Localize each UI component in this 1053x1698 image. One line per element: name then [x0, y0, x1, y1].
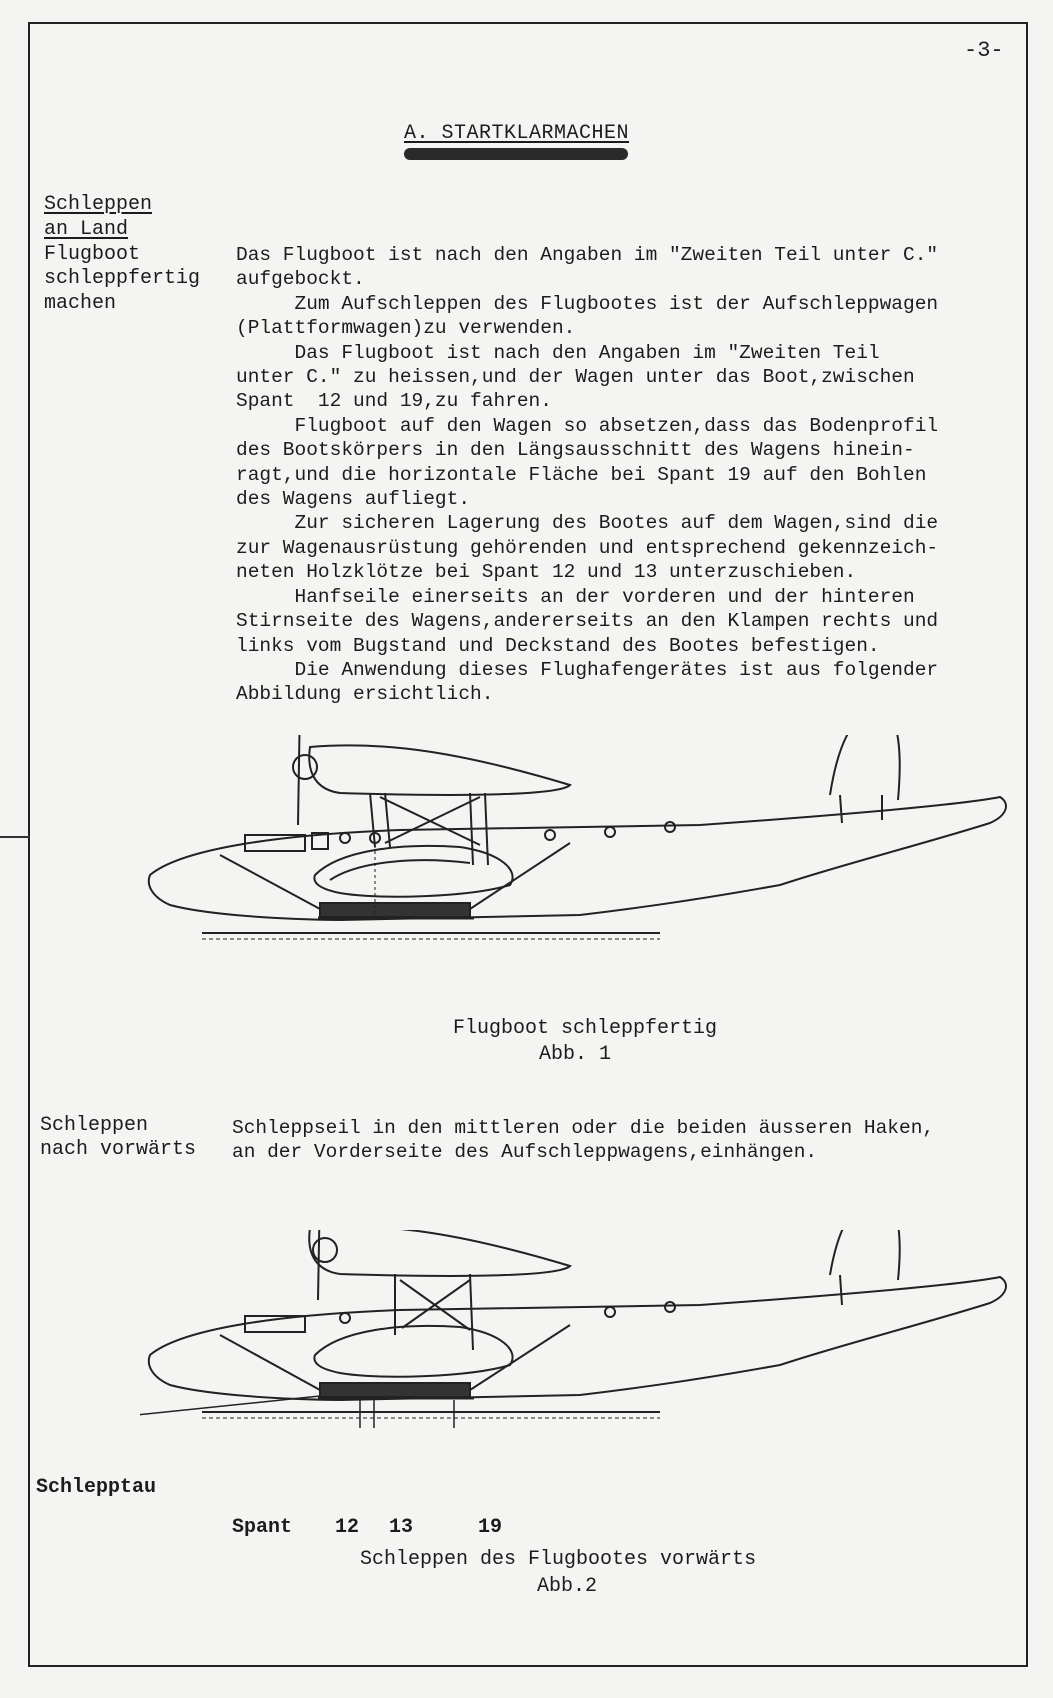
figure1-label: Abb. 1: [539, 1043, 612, 1066]
spant-label: Spant: [232, 1516, 293, 1539]
binding-edge-line: [0, 836, 30, 838]
margin-forward-2: nach vorwärts: [40, 1138, 197, 1161]
body-line: (Plattformwagen)zu verwenden.: [236, 317, 576, 340]
section-heading: A. STARTKLARMACHEN: [404, 122, 630, 145]
body-line: Flugboot auf den Wagen so absetzen,dass das Bodenprofil: [236, 414, 939, 437]
spant-13-label: 13: [389, 1516, 414, 1539]
body-line: links vom Bugstand und Deckstand des Bootes befestigen.: [236, 634, 880, 657]
body-line: Das Flugboot ist nach den Angaben im "Zweiten Teil: [236, 341, 880, 364]
body-line: ragt,und die horizontale Fläche bei Spant 19 auf den Bohlen: [236, 463, 927, 486]
spant-12-label: 12: [335, 1516, 360, 1539]
body-line: aufgebockt.: [236, 268, 365, 291]
page-number: -3-: [964, 38, 1004, 63]
margin-land-title-1: Schleppen: [44, 193, 153, 216]
body-line: neten Holzklötze bei Spant 12 und 13 unterzuschieben.: [236, 561, 857, 584]
spant-19-label: 19: [478, 1516, 503, 1539]
body-line: des Wagens aufliegt.: [236, 488, 471, 511]
flying-boat-drawing-2: [140, 1230, 1020, 1465]
figure2-label: Abb.2: [537, 1575, 598, 1598]
body-line: Die Anwendung dieses Flughafengerätes ist aus folgender: [236, 658, 939, 681]
body-line: Das Flugboot ist nach den Angaben im "Zweiten Teil unter C.": [236, 244, 939, 266]
body-line: unter C." zu heissen,und der Wagen unter das Boot,zwischen: [236, 366, 915, 389]
body-line: Hanfseile einerseits an der vorderen und der hinteren: [236, 585, 915, 608]
body-line: Stirnseite des Wagens,andererseits an den Klampen rechts und: [236, 610, 939, 633]
body-line: des Bootskörpers in den Längsausschnitt des Wagens hinein-: [236, 439, 915, 462]
figure1-caption: Flugboot schleppfertig: [453, 1017, 718, 1040]
margin-ready-2: schleppfertig: [44, 267, 201, 290]
flying-boat-drawing-1: [140, 735, 1020, 1000]
body-line: zur Wagenausrüstung gehörenden und entsprechend gekennzeich-: [236, 536, 939, 559]
body-text: [236, 243, 1016, 707]
rope-label: Schlepptau: [36, 1476, 157, 1499]
forward-text-line-2: an der Vorderseite des Aufschleppwagens,einhängen.: [232, 1141, 818, 1163]
margin-land-title-2: an Land: [44, 218, 129, 241]
margin-ready-3: machen: [44, 292, 117, 315]
margin-ready-1: Flugboot: [44, 243, 141, 266]
body-line: Spant 12 und 19,zu fahren.: [236, 390, 552, 413]
figure2-caption: Schleppen des Flugbootes vorwärts: [360, 1548, 757, 1571]
body-line: Zur sicheren Lagerung des Bootes auf dem Wagen,sind die: [236, 512, 939, 535]
body-line: Abbildung ersichtlich.: [236, 683, 494, 706]
heading-underline-bar: [404, 148, 628, 160]
margin-forward-1: Schleppen: [40, 1114, 149, 1137]
body-line: Zum Aufschleppen des Flugbootes ist der Aufschleppwagen: [236, 292, 939, 315]
forward-text-line-1: Schleppseil in den mittleren oder die beiden äusseren Haken,: [232, 1117, 935, 1139]
